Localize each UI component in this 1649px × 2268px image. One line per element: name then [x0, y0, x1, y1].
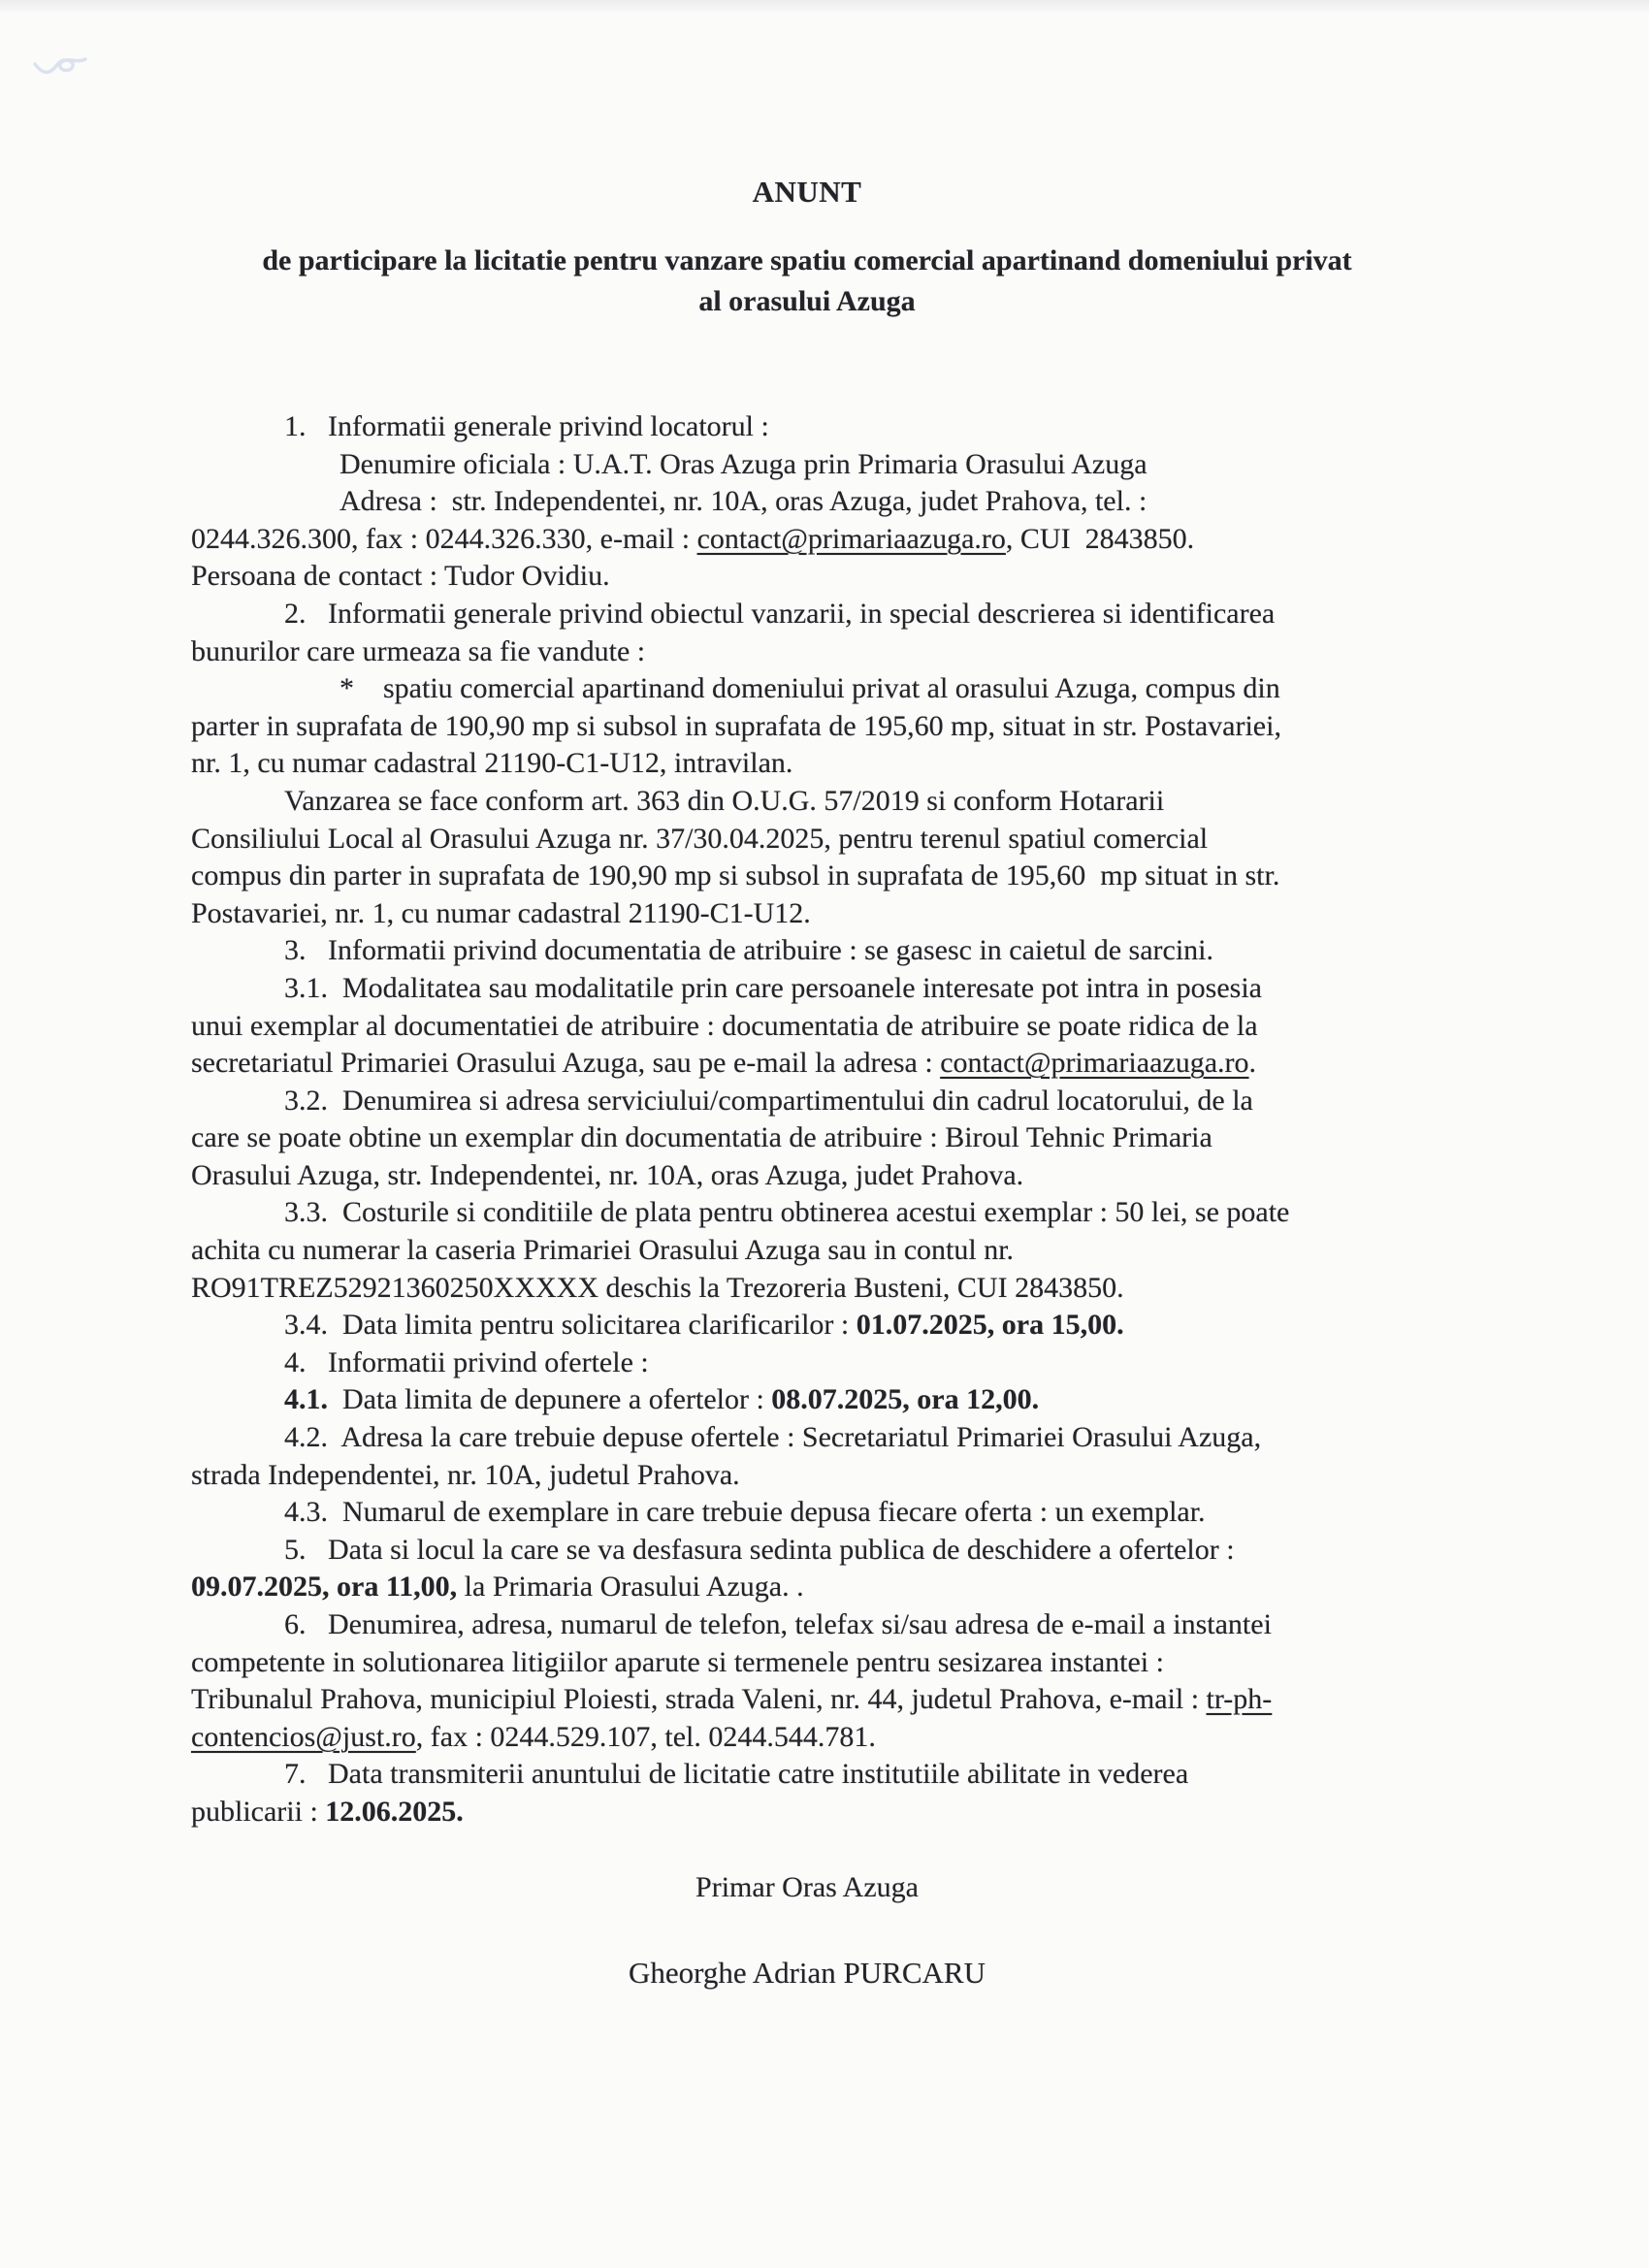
text-run: bunurilor care urmeaza sa fie vandute : [191, 634, 646, 667]
text-line [191, 1644, 1423, 1682]
text-line [191, 1194, 1423, 1232]
text-line [191, 1606, 1423, 1644]
text-run: 0244.326.300, fax : 0244.326.330, e-mail : [191, 522, 697, 555]
text-run: RO91TREZ52921360250XXXXX deschis la Trezoreria Busteni, CUI 2843850. [191, 1271, 1124, 1304]
text-run: 09.07.2025, ora 11,00, [191, 1571, 458, 1604]
text-line [191, 1494, 1423, 1532]
signature-name: Gheorghe Adrian PURCARU [629, 1956, 986, 1990]
document-body [191, 408, 1423, 1831]
text-run: Tribunalul Prahova, municipiul Ploiesti, strada Valeni, nr. 44, judetul Prahova, e-mail : [191, 1683, 1207, 1716]
text-line [191, 745, 1423, 783]
text-run: , fax : 0244.529.107, tel. 0244.544.781. [415, 1720, 876, 1753]
text-run: Vanzarea se face conform art. 363 din O.U.G. 57/2019 si conform Hotararii [284, 784, 1165, 817]
text-line [191, 483, 1423, 521]
document-content [191, 0, 1423, 2268]
text-run: 12.06.2025. [325, 1795, 464, 1828]
underlined-link-text: contact@primariaazuga.ro [940, 1047, 1249, 1080]
text-line [191, 783, 1423, 821]
underlined-link-text: tr-ph- [1206, 1683, 1273, 1716]
text-run: 1. Informatii generale privind locatorul : [284, 410, 769, 442]
text-line [191, 1457, 1423, 1495]
pen-scribble-mark [32, 49, 88, 81]
text-line [191, 1045, 1423, 1083]
text-run: strada Independentei, nr. 10A, judetul Prahova. [191, 1458, 740, 1491]
text-line [191, 708, 1423, 746]
text-run: 4.2. Adresa la care trebuie depuse ofertele : Secretariatul Primariei Orasului Azuga, [284, 1421, 1262, 1454]
text-line [191, 1532, 1423, 1570]
text-run: Persoana de contact : Tudor Ovidiu. [191, 560, 610, 593]
text-run: Data limita de depunere a ofertelor : [328, 1383, 772, 1416]
text-run: la Primaria Orasului Azuga. . [457, 1571, 804, 1604]
subtitle-line-1: de participare la licitatie pentru vanzare spatiu comercial apartinand domeniului privat [262, 244, 1352, 276]
text-line [191, 1270, 1423, 1308]
text-line [191, 1794, 1423, 1831]
text-line [191, 1419, 1423, 1457]
text-run: compus din parter in suprafata de 190,90 mp si subsol in suprafata de 195,60 mp situat in str. [191, 859, 1280, 892]
text-run: unui exemplar al documentatiei de atribuire : documentatia de atribuire se poate ridica de la [191, 1009, 1258, 1042]
text-run: 08.07.2025, ora 12,00. [771, 1383, 1040, 1416]
text-run: 4. Informatii privind ofertele : [284, 1345, 649, 1378]
text-line [191, 446, 1423, 484]
document-title: ANUNT [752, 175, 862, 209]
text-line [191, 1083, 1423, 1120]
text-run: . [1248, 1047, 1256, 1080]
text-run: Adresa : str. Independentei, nr. 10A, oras Azuga, judet Prahova, tel. : [340, 485, 1148, 518]
text-line [191, 670, 1423, 708]
text-run: 3.4. Data limita pentru solicitarea clarificarilor : [284, 1309, 857, 1342]
text-line [191, 633, 1423, 671]
text-line [191, 408, 1423, 446]
text-run: , CUI 2843850. [1005, 522, 1195, 555]
underlined-link-text: contencios@just.ro [191, 1720, 416, 1753]
text-line [191, 932, 1423, 970]
text-line [191, 558, 1423, 596]
text-line [191, 1569, 1423, 1606]
text-run: * spatiu comercial apartinand domeniului privat al orasului Azuga, compus din [340, 672, 1280, 705]
text-run: 4.1. [284, 1383, 328, 1416]
text-run: 3.3. Costurile si conditiile de plata pentru obtinerea acestui exemplar : 50 lei, se poate [284, 1196, 1290, 1229]
text-run: achita cu numerar la caseria Primariei Orasului Azuga sau in contul nr. [191, 1234, 1015, 1267]
underlined-link-text: contact@primariaazuga.ro [696, 522, 1006, 555]
text-run: 7. Data transmiterii anuntului de licitatie catre institutiile abilitate in vederea [284, 1758, 1189, 1791]
text-run: care se poate obtine un exemplar din documentatia de atribuire : Biroul Tehnic Primaria [191, 1121, 1212, 1154]
text-run: nr. 1, cu numar cadastral 21190-C1-U12, intravilan. [191, 747, 793, 780]
text-line [191, 1119, 1423, 1157]
text-run: 4.3. Numarul de exemplare in care trebuie depusa fiecare oferta : un exemplar. [284, 1496, 1206, 1529]
text-run: 3.1. Modalitatea sau modalitatile prin care persoanele interesate pot intra in posesia [284, 971, 1262, 1004]
text-run: Postavariei, nr. 1, cu numar cadastral 21190-C1-U12. [191, 896, 811, 929]
text-run: 01.07.2025, ora 15,00. [856, 1309, 1124, 1342]
text-line [191, 970, 1423, 1008]
subtitle-line-2: al orasului Azuga [698, 285, 916, 317]
text-run: Denumire oficiala : U.A.T. Oras Azuga prin Primaria Orasului Azuga [340, 447, 1148, 480]
text-line [191, 1008, 1423, 1046]
text-run: Consiliului Local al Orasului Azuga nr. 37/30.04.2025, pentru terenul spatiul comercial [191, 822, 1209, 855]
text-line [191, 1381, 1423, 1419]
text-run: secretariatul Primariei Orasului Azuga, sau pe e-mail la adresa : [191, 1047, 941, 1080]
document-subtitle [191, 241, 1423, 322]
text-run: competente in solutionarea litigiilor aparute si termenele pentru sesizarea instantei : [191, 1645, 1164, 1678]
text-run: 6. Denumirea, adresa, numarul de telefon, telefax si/sau adresa de e-mail a instantei [284, 1608, 1272, 1640]
text-line [191, 1756, 1423, 1794]
text-run: 3.2. Denumirea si adresa serviciului/compartimentului din cadrul locatorului, de la [284, 1084, 1253, 1117]
text-line [191, 1681, 1423, 1719]
text-run: Orasului Azuga, str. Independentei, nr. 10A, oras Azuga, judet Prahova. [191, 1158, 1024, 1191]
text-line [191, 1345, 1423, 1382]
text-run: publicarii : [191, 1795, 326, 1828]
text-run: 2. Informatii generale privind obiectul vanzarii, in special descrierea si identificarea [284, 597, 1276, 630]
text-run: 5. Data si locul la care se va desfasura sedinta publica de deschidere a ofertelor : [284, 1533, 1235, 1566]
text-line [191, 858, 1423, 895]
text-line [191, 1719, 1423, 1757]
text-run: 3. Informatii privind documentatia de atribuire : se gasesc in caietul de sarcini. [284, 934, 1214, 967]
text-line [191, 1307, 1423, 1345]
signature-role: Primar Oras Azuga [695, 1871, 919, 1903]
text-line [191, 521, 1423, 559]
text-line [191, 895, 1423, 933]
text-line [191, 1157, 1423, 1195]
text-run: parter in suprafata de 190,90 mp si subsol in suprafata de 195,60 mp, situat in str. Postavariei, [191, 709, 1281, 742]
text-line [191, 1232, 1423, 1270]
text-line [191, 596, 1423, 633]
text-line [191, 821, 1423, 859]
